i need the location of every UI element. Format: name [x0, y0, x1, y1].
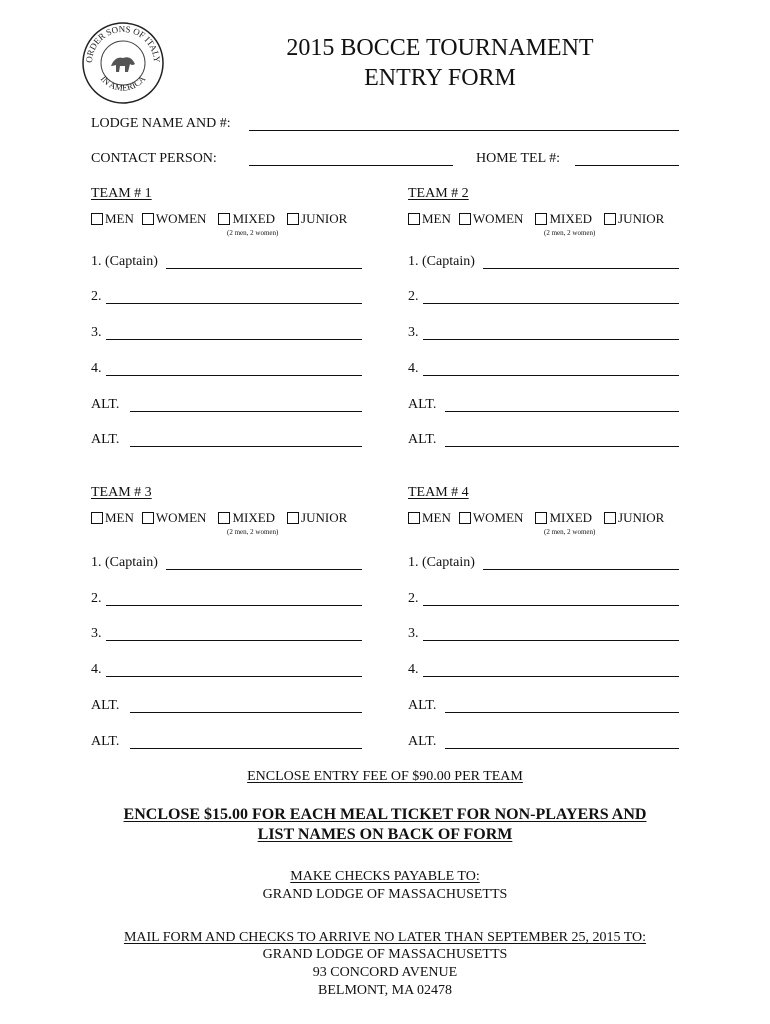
team-2-alt-2-field[interactable] [445, 446, 679, 447]
entry-fee-notice: ENCLOSE ENTRY FEE OF $90.00 PER TEAM [247, 769, 523, 784]
team-3-row-3-label: 3. [91, 626, 102, 641]
team-3-row-2-label: 2. [91, 591, 102, 606]
team-2-player-3-field[interactable] [423, 339, 679, 340]
lodge-name-label: LODGE NAME AND #: [91, 116, 231, 131]
team-4-row-captain-label: 1. (Captain) [408, 555, 475, 570]
checkbox-box[interactable] [218, 512, 230, 524]
team-4-player-3-field[interactable] [423, 640, 679, 641]
checkbox-box[interactable] [218, 213, 230, 225]
team-3-heading: TEAM # 3 [91, 485, 152, 500]
team-4-men-checkbox[interactable]: MEN [408, 511, 451, 525]
team-1-mixed-note: (2 men, 2 women) [227, 229, 279, 237]
team-1-men-checkbox[interactable]: MEN [91, 212, 134, 226]
team-4-heading: TEAM # 4 [408, 485, 469, 500]
checkbox-box[interactable] [142, 512, 154, 524]
checkbox-box[interactable] [142, 213, 154, 225]
checkbox-box[interactable] [408, 213, 420, 225]
team-2-mixed-checkbox[interactable]: MIXED [535, 212, 592, 226]
form-title-line-1: 2015 BOCCE TOURNAMENT [286, 35, 594, 61]
team-3-category-options [91, 511, 347, 525]
team-1-player-3-field[interactable] [106, 339, 362, 340]
team-2-player-4-field[interactable] [423, 375, 679, 376]
checkbox-box[interactable] [604, 213, 616, 225]
svg-text:IN AMERICA: IN AMERICA [98, 73, 148, 93]
team-1-row-3-label: 3. [91, 325, 102, 340]
checkbox-box[interactable] [604, 512, 616, 524]
team-2-women-checkbox[interactable]: WOMEN [459, 212, 524, 226]
team-2-row-4-label: 4. [408, 361, 419, 376]
team-3-mixed-note: (2 men, 2 women) [227, 528, 279, 536]
team-1-player-2-field[interactable] [106, 303, 362, 304]
team-2-captain-field[interactable] [483, 268, 679, 269]
checkbox-box[interactable] [91, 512, 103, 524]
team-3-row-alt-2-label: ALT. [91, 734, 120, 749]
team-1-women-checkbox[interactable]: WOMEN [142, 212, 207, 226]
team-4-row-4-label: 4. [408, 662, 419, 677]
checkbox-box[interactable] [408, 512, 420, 524]
team-2-row-alt-2-label: ALT. [408, 432, 437, 447]
team-1-category-options [91, 212, 347, 226]
mail-address-street: 93 CONCORD AVENUE [312, 965, 458, 980]
team-4-junior-checkbox[interactable]: JUNIOR [604, 511, 664, 525]
team-4-mixed-note: (2 men, 2 women) [544, 528, 596, 536]
mail-instructions: MAIL FORM AND CHECKS TO ARRIVE NO LATER THAN SEPTEMBER 25, 2015 TO: [123, 930, 647, 945]
home-tel-label: HOME TEL #: [476, 151, 560, 166]
team-3-alt-1-field[interactable] [130, 712, 362, 713]
team-1-mixed-checkbox[interactable]: MIXED [218, 212, 275, 226]
team-1-row-captain-label: 1. (Captain) [91, 254, 158, 269]
checkbox-box[interactable] [535, 213, 547, 225]
team-1-row-alt-1-label: ALT. [91, 397, 120, 412]
team-4-row-alt-2-label: ALT. [408, 734, 437, 749]
team-3-row-4-label: 4. [91, 662, 102, 677]
checkbox-box[interactable] [459, 213, 471, 225]
order-sons-of-italy-seal [78, 18, 168, 108]
team-2-row-captain-label: 1. (Captain) [408, 254, 475, 269]
team-3-men-checkbox[interactable]: MEN [91, 511, 134, 525]
meal-ticket-notice-line-1: ENCLOSE $15.00 FOR EACH MEAL TICKET FOR NON-PLAYERS AND [123, 806, 647, 823]
home-tel-field[interactable] [575, 165, 679, 166]
team-1-player-4-field[interactable] [106, 375, 362, 376]
team-2-men-checkbox[interactable]: MEN [408, 212, 451, 226]
team-4-captain-field[interactable] [483, 569, 679, 570]
team-2-alt-1-field[interactable] [445, 411, 679, 412]
team-2-category-options [408, 212, 664, 226]
checkbox-box[interactable] [459, 512, 471, 524]
team-3-mixed-checkbox[interactable]: MIXED [218, 511, 275, 525]
team-4-row-alt-1-label: ALT. [408, 698, 437, 713]
team-4-alt-1-field[interactable] [445, 712, 679, 713]
team-2-row-3-label: 3. [408, 325, 419, 340]
team-2-junior-checkbox[interactable]: JUNIOR [604, 212, 664, 226]
team-3-women-checkbox[interactable]: WOMEN [142, 511, 207, 525]
team-3-captain-field[interactable] [166, 569, 362, 570]
team-4-player-4-field[interactable] [423, 676, 679, 677]
team-3-row-captain-label: 1. (Captain) [91, 555, 158, 570]
team-2-mixed-note: (2 men, 2 women) [544, 229, 596, 237]
svg-text:ORDER SONS OF ITALY: ORDER SONS OF ITALY [83, 23, 163, 64]
meal-ticket-notice-line-2: LIST NAMES ON BACK OF FORM [257, 826, 513, 843]
checkbox-box[interactable] [287, 512, 299, 524]
team-4-row-2-label: 2. [408, 591, 419, 606]
team-4-player-2-field[interactable] [423, 605, 679, 606]
team-2-heading: TEAM # 2 [408, 186, 469, 201]
team-3-alt-2-field[interactable] [130, 748, 362, 749]
checkbox-box[interactable] [287, 213, 299, 225]
team-4-row-3-label: 3. [408, 626, 419, 641]
team-4-alt-2-field[interactable] [445, 748, 679, 749]
team-3-player-3-field[interactable] [106, 640, 362, 641]
lodge-name-field[interactable] [249, 130, 679, 131]
contact-person-field[interactable] [249, 165, 453, 166]
checks-payable-label: MAKE CHECKS PAYABLE TO: [290, 869, 480, 884]
team-1-junior-checkbox[interactable]: JUNIOR [287, 212, 347, 226]
team-1-alt-2-field[interactable] [130, 446, 362, 447]
team-1-alt-1-field[interactable] [130, 411, 362, 412]
checkbox-box[interactable] [91, 213, 103, 225]
team-3-row-alt-1-label: ALT. [91, 698, 120, 713]
checks-payable-to: GRAND LODGE OF MASSACHUSETTS [262, 887, 508, 902]
team-1-captain-field[interactable] [166, 268, 362, 269]
team-2-row-2-label: 2. [408, 289, 419, 304]
team-2-row-alt-1-label: ALT. [408, 397, 437, 412]
form-title-line-2: ENTRY FORM [364, 65, 516, 91]
team-3-player-2-field[interactable] [106, 605, 362, 606]
team-3-junior-checkbox[interactable]: JUNIOR [287, 511, 347, 525]
team-2-player-2-field[interactable] [423, 303, 679, 304]
contact-person-label: CONTACT PERSON: [91, 151, 217, 166]
team-3-player-4-field[interactable] [106, 676, 362, 677]
team-1-row-alt-2-label: ALT. [91, 432, 120, 447]
team-4-mixed-checkbox[interactable]: MIXED [535, 511, 592, 525]
team-1-row-2-label: 2. [91, 289, 102, 304]
mail-address-city: BELMONT, MA 02478 [318, 983, 452, 998]
team-1-heading: TEAM # 1 [91, 186, 152, 201]
team-4-women-checkbox[interactable]: WOMEN [459, 511, 524, 525]
team-4-category-options [408, 511, 664, 525]
mail-address-name: GRAND LODGE OF MASSACHUSETTS [262, 947, 508, 962]
team-1-row-4-label: 4. [91, 361, 102, 376]
checkbox-box[interactable] [535, 512, 547, 524]
